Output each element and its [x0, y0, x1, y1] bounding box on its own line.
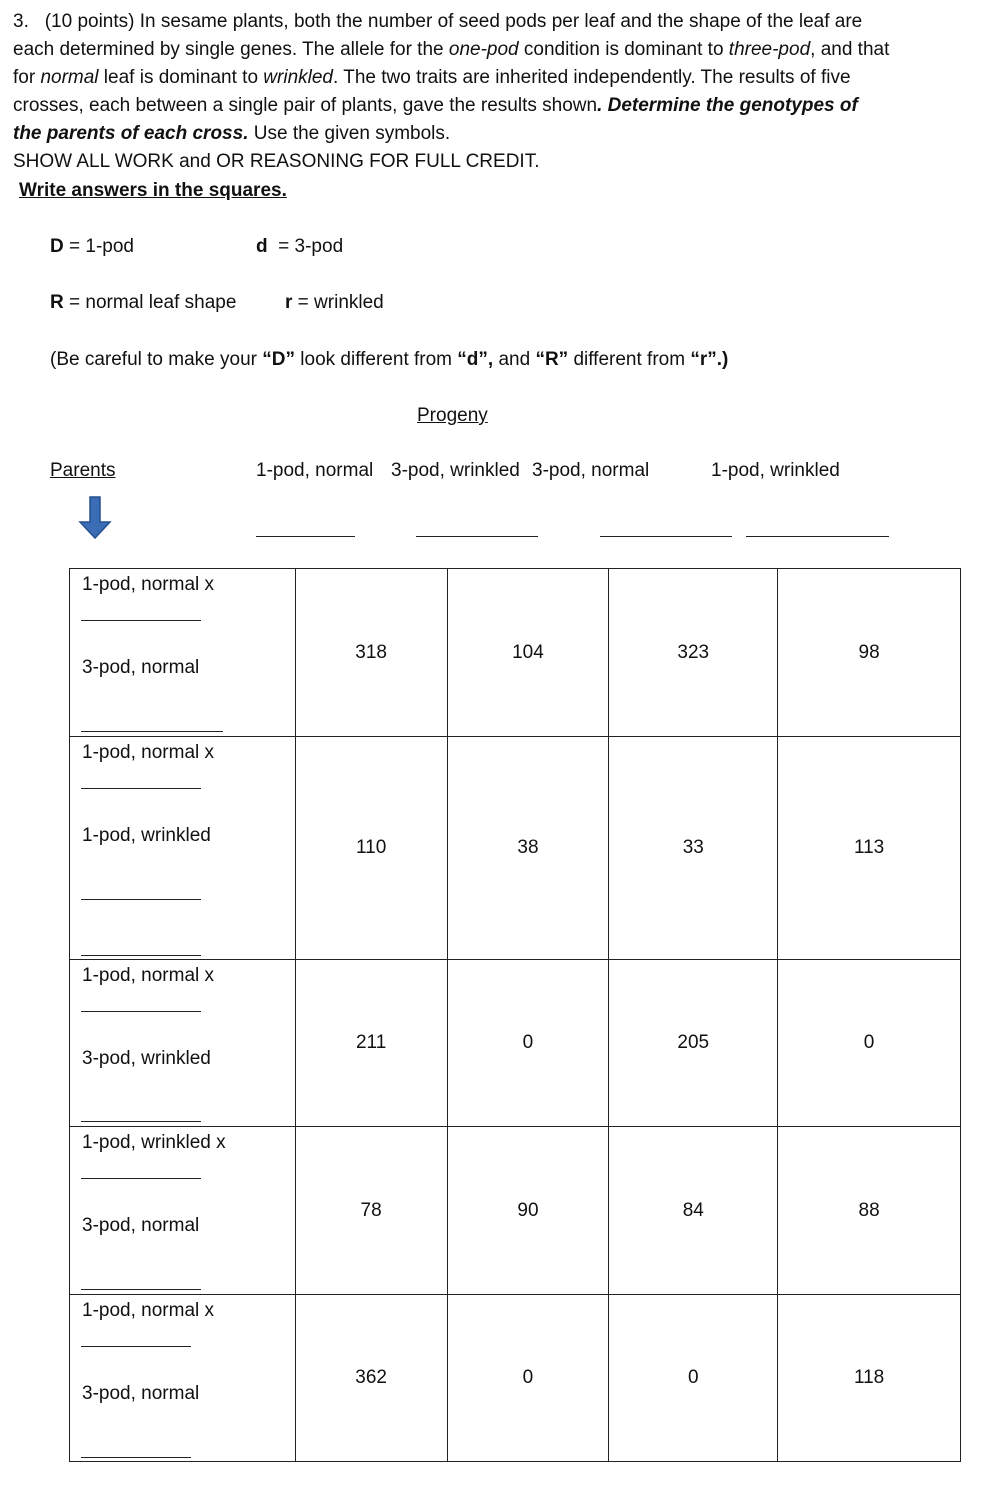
- parent-2-answer-blank[interactable]: [81, 1289, 201, 1290]
- count-cell: [295, 1127, 447, 1295]
- down-arrow-icon: [78, 496, 112, 540]
- symbol-D-letter: D: [50, 236, 64, 257]
- count-cell: [447, 1127, 609, 1295]
- table-row: [70, 960, 961, 1127]
- parent-1-answer-blank[interactable]: [81, 1346, 191, 1347]
- symbol-D-def: = 1-pod: [63, 236, 134, 257]
- symbol-d: [256, 236, 343, 258]
- parent-2-label: 3-pod, wrinkled: [82, 1048, 211, 1069]
- caution-bold: “D”: [262, 349, 295, 370]
- caution-text: and: [493, 349, 536, 370]
- question-number: 3.: [13, 11, 29, 32]
- count-value: 318: [355, 641, 387, 663]
- parent-2-answer-blank[interactable]: [81, 1121, 201, 1122]
- instruction-bold: . Determine the genotypes of: [597, 95, 858, 116]
- parents-cell[interactable]: [70, 569, 296, 737]
- term-normal: normal: [40, 67, 99, 88]
- progeny-answer-blank[interactable]: [416, 536, 538, 537]
- symbol-r-letter: r: [285, 292, 293, 313]
- parents-cell[interactable]: [70, 1295, 296, 1462]
- symbol-r: [285, 292, 384, 314]
- question-line: leaf is dominant to: [98, 67, 264, 88]
- count-cell: [609, 1127, 778, 1295]
- question-line: condition is dominant to: [518, 39, 729, 60]
- parent-2-label: 1-pod, wrinkled: [82, 825, 211, 846]
- parents-cell[interactable]: [70, 737, 296, 960]
- count-cell: [295, 569, 447, 737]
- count-value: 98: [858, 641, 880, 663]
- count-cell: [609, 960, 778, 1127]
- question-line: for: [13, 67, 41, 88]
- count-value: 90: [517, 1199, 539, 1221]
- count-value: 88: [858, 1199, 880, 1221]
- count-value: 84: [682, 1199, 704, 1221]
- question-text: [13, 8, 973, 176]
- caution-text: (Be careful to make your: [50, 349, 263, 370]
- count-value: 205: [677, 1032, 710, 1053]
- count-cell: [447, 1295, 609, 1462]
- progeny-answer-blank[interactable]: [746, 536, 889, 537]
- count-cell: [609, 1295, 778, 1462]
- caution-bold: “R”: [535, 349, 569, 370]
- count-cell: [778, 737, 961, 960]
- count-value: 362: [355, 1367, 387, 1388]
- parent-1-answer-blank[interactable]: [81, 620, 201, 621]
- instruction-bold: the parents of each cross.: [13, 123, 249, 144]
- parents-heading: Parents: [50, 460, 116, 481]
- parents-cell[interactable]: [70, 960, 296, 1127]
- parent-1-answer-blank[interactable]: [81, 788, 201, 789]
- count-cell: [447, 569, 609, 737]
- symbol-d-def: = 3-pod: [267, 236, 344, 257]
- progeny-col-2: 3-pod, wrinkled: [391, 460, 520, 481]
- symbol-R-def: = normal leaf shape: [63, 292, 237, 313]
- parent-1-label: 1-pod, normal x: [82, 742, 215, 763]
- caution-text: different from: [568, 349, 691, 370]
- count-cell: [778, 960, 961, 1127]
- count-value: 104: [512, 641, 544, 663]
- count-value: 38: [517, 837, 539, 858]
- parent-1-answer-blank[interactable]: [81, 1178, 201, 1179]
- count-value: 0: [522, 1032, 534, 1053]
- caution-bold: “d”,: [457, 349, 494, 370]
- term-wrinkled: wrinkled: [263, 67, 333, 88]
- count-value: 323: [677, 641, 710, 663]
- count-cell: [295, 1295, 447, 1462]
- progeny-col-3: 3-pod, normal: [532, 460, 650, 481]
- count-cell: [295, 960, 447, 1127]
- parent-1-label: 1-pod, normal x: [82, 965, 215, 986]
- progeny-answer-blank[interactable]: [600, 536, 732, 537]
- progeny-col-1: 1-pod, normal: [256, 460, 374, 481]
- symbol-d-letter: d: [256, 236, 268, 257]
- symbol-r-def: = wrinkled: [292, 292, 384, 313]
- count-cell: [778, 1127, 961, 1295]
- progeny-answer-blank[interactable]: [256, 536, 355, 537]
- symbol-R: [50, 292, 236, 314]
- count-cell: [447, 960, 609, 1127]
- parent-2-label: 3-pod, normal: [82, 1215, 200, 1236]
- progeny-col-4: 1-pod, wrinkled: [711, 460, 840, 481]
- caution-text: look different from: [295, 349, 458, 370]
- parent-2-answer-blank[interactable]: [81, 899, 201, 900]
- count-value: 110: [355, 837, 387, 858]
- term-one-pod: one-pod: [448, 39, 519, 60]
- count-value: 0: [522, 1367, 534, 1388]
- cross-results-table: [69, 568, 961, 1462]
- count-value: 33: [682, 837, 704, 858]
- parent-2-answer-blank[interactable]: [81, 731, 223, 732]
- show-work-instruction: SHOW ALL WORK and OR REASONING FOR FULL CREDIT.: [13, 151, 540, 172]
- count-cell: [295, 737, 447, 960]
- parent-1-label: 1-pod, normal x: [82, 1300, 215, 1321]
- count-cell: [609, 569, 778, 737]
- question-line: Use the given symbols.: [248, 123, 451, 144]
- count-cell: [609, 737, 778, 960]
- parent-2-answer-blank[interactable]: [81, 1457, 191, 1458]
- question-line: In sesame plants, both the number of seed pods per leaf and the shape of the leaf are: [139, 11, 863, 32]
- caution-bold: “r”.): [690, 349, 729, 370]
- extra-answer-blank[interactable]: [81, 955, 201, 956]
- parent-1-answer-blank[interactable]: [81, 1011, 201, 1012]
- table-row: [70, 737, 961, 960]
- question-line: . The two traits are inherited independently. The results of five: [333, 67, 851, 88]
- term-three-pod: three-pod: [728, 39, 811, 60]
- count-cell: [778, 569, 961, 737]
- parents-cell[interactable]: [70, 1127, 296, 1295]
- question-line: crosses, each between a single pair of plants, gave the results shown: [13, 95, 598, 116]
- caution-note: [50, 349, 728, 371]
- question-line: , and that: [810, 39, 890, 60]
- question-line: each determined by single genes. The allele for the: [13, 39, 449, 60]
- symbol-D: [50, 236, 134, 258]
- count-value: 118: [853, 1367, 885, 1388]
- count-cell: [447, 737, 609, 960]
- parent-2-label: 3-pod, normal: [82, 1383, 200, 1404]
- parent-1-label: 1-pod, wrinkled x: [82, 1132, 226, 1153]
- parent-2-label: 3-pod, normal: [82, 657, 200, 678]
- symbol-R-letter: R: [50, 292, 64, 313]
- table-row: [70, 1295, 961, 1462]
- table-row: [70, 1127, 961, 1295]
- write-answers-instruction: Write answers in the squares.: [19, 180, 287, 201]
- progeny-heading: Progeny: [417, 405, 488, 426]
- count-value: 0: [863, 1032, 875, 1053]
- count-value: 211: [355, 1032, 387, 1053]
- count-value: 0: [687, 1367, 699, 1388]
- count-value: 78: [360, 1199, 382, 1221]
- count-cell: [778, 1295, 961, 1462]
- parent-1-label: 1-pod, normal x: [82, 574, 215, 595]
- count-value: 113: [853, 837, 885, 858]
- table-row: [70, 569, 961, 737]
- question-points: (10 points): [44, 11, 135, 32]
